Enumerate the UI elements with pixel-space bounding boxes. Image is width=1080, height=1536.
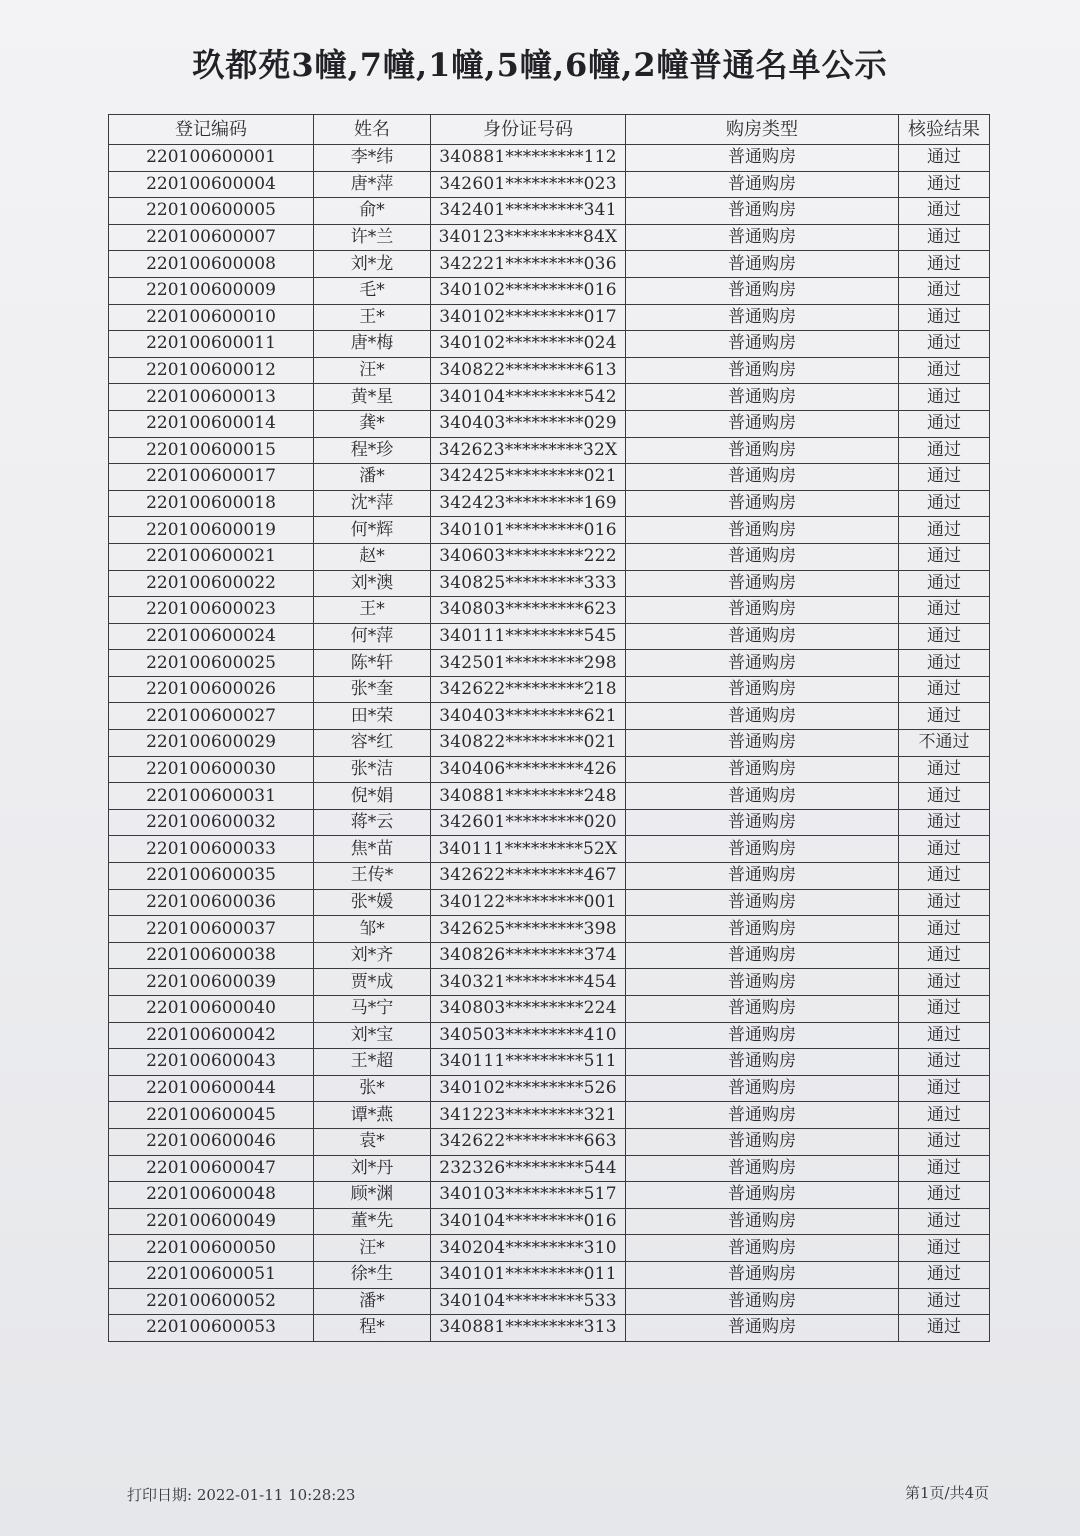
cell-verification-result: 通过 bbox=[899, 1075, 990, 1102]
cell-registration-code: 220100600037 bbox=[109, 916, 314, 943]
cell-name: 王传* bbox=[314, 863, 431, 890]
cell-id-number: 340826*********374 bbox=[431, 942, 626, 969]
cell-verification-result: 通过 bbox=[899, 384, 990, 411]
cell-id-number: 342623*********32X bbox=[431, 437, 626, 464]
cell-name: 刘*宝 bbox=[314, 1022, 431, 1049]
cell-verification-result: 通过 bbox=[899, 1261, 990, 1288]
cell-verification-result: 通过 bbox=[899, 1182, 990, 1209]
cell-registration-code: 220100600039 bbox=[109, 969, 314, 996]
cell-id-number: 340111*********511 bbox=[431, 1049, 626, 1076]
cell-registration-code: 220100600010 bbox=[109, 304, 314, 331]
page-indicator: 第1页/共4页 bbox=[905, 1484, 990, 1502]
cell-name: 何*辉 bbox=[314, 517, 431, 544]
cell-purchase-type: 普通购房 bbox=[626, 1075, 899, 1102]
table-row bbox=[109, 863, 990, 890]
table-row bbox=[109, 836, 990, 863]
cell-id-number: 342601*********023 bbox=[431, 171, 626, 198]
table-row bbox=[109, 224, 990, 251]
table-row bbox=[109, 1261, 990, 1288]
cell-verification-result: 通过 bbox=[899, 224, 990, 251]
cell-purchase-type: 普通购房 bbox=[626, 1022, 899, 1049]
cell-name: 何*萍 bbox=[314, 623, 431, 650]
cell-purchase-type: 普通购房 bbox=[626, 384, 899, 411]
table-row bbox=[109, 597, 990, 624]
cell-id-number: 340102*********526 bbox=[431, 1075, 626, 1102]
cell-id-number: 342423*********169 bbox=[431, 490, 626, 517]
cell-registration-code: 220100600044 bbox=[109, 1075, 314, 1102]
table-row bbox=[109, 410, 990, 437]
cell-purchase-type: 普通购房 bbox=[626, 1182, 899, 1209]
cell-verification-result: 通过 bbox=[899, 916, 990, 943]
cell-id-number: 342501*********298 bbox=[431, 650, 626, 677]
cell-purchase-type: 普通购房 bbox=[626, 357, 899, 384]
cell-purchase-type: 普通购房 bbox=[626, 331, 899, 358]
cell-verification-result: 通过 bbox=[899, 464, 990, 491]
cell-purchase-type: 普通购房 bbox=[626, 1288, 899, 1315]
cell-id-number: 340881*********112 bbox=[431, 145, 626, 172]
cell-name: 倪*娟 bbox=[314, 783, 431, 810]
cell-purchase-type: 普通购房 bbox=[626, 623, 899, 650]
table-row bbox=[109, 1155, 990, 1182]
cell-name: 程*珍 bbox=[314, 437, 431, 464]
table-row bbox=[109, 1049, 990, 1076]
cell-verification-result: 通过 bbox=[899, 783, 990, 810]
cell-id-number: 340825*********333 bbox=[431, 570, 626, 597]
cell-registration-code: 220100600026 bbox=[109, 676, 314, 703]
cell-verification-result: 通过 bbox=[899, 490, 990, 517]
cell-purchase-type: 普通购房 bbox=[626, 410, 899, 437]
table-row bbox=[109, 1075, 990, 1102]
table-row bbox=[109, 304, 990, 331]
cell-name: 袁* bbox=[314, 1128, 431, 1155]
cell-id-number: 340111*********52X bbox=[431, 836, 626, 863]
cell-purchase-type: 普通购房 bbox=[626, 996, 899, 1023]
cell-registration-code: 220100600047 bbox=[109, 1155, 314, 1182]
cell-purchase-type: 普通购房 bbox=[626, 730, 899, 757]
cell-id-number: 340321*********454 bbox=[431, 969, 626, 996]
roster-table bbox=[108, 114, 990, 1342]
cell-name: 徐*生 bbox=[314, 1261, 431, 1288]
cell-id-number: 340503*********410 bbox=[431, 1022, 626, 1049]
cell-id-number: 232326*********544 bbox=[431, 1155, 626, 1182]
header-id-number: 身份证号码 bbox=[431, 115, 626, 145]
cell-id-number: 342625*********398 bbox=[431, 916, 626, 943]
cell-name: 程* bbox=[314, 1315, 431, 1342]
cell-id-number: 342425*********021 bbox=[431, 464, 626, 491]
cell-id-number: 340603*********222 bbox=[431, 543, 626, 570]
cell-registration-code: 220100600038 bbox=[109, 942, 314, 969]
cell-name: 田*荣 bbox=[314, 703, 431, 730]
cell-name: 黄*星 bbox=[314, 384, 431, 411]
cell-registration-code: 220100600030 bbox=[109, 756, 314, 783]
cell-name: 王* bbox=[314, 597, 431, 624]
cell-registration-code: 220100600025 bbox=[109, 650, 314, 677]
table-row bbox=[109, 1208, 990, 1235]
cell-registration-code: 220100600014 bbox=[109, 410, 314, 437]
cell-name: 张*媛 bbox=[314, 889, 431, 916]
print-date: 打印日期: 2022-01-11 10:28:23 bbox=[127, 1486, 356, 1504]
cell-purchase-type: 普通购房 bbox=[626, 251, 899, 278]
cell-id-number: 342622*********218 bbox=[431, 676, 626, 703]
cell-name: 沈*萍 bbox=[314, 490, 431, 517]
cell-name: 汪* bbox=[314, 357, 431, 384]
cell-name: 王* bbox=[314, 304, 431, 331]
cell-id-number: 340102*********024 bbox=[431, 331, 626, 358]
table-row bbox=[109, 809, 990, 836]
cell-name: 谭*燕 bbox=[314, 1102, 431, 1129]
cell-registration-code: 220100600022 bbox=[109, 570, 314, 597]
cell-registration-code: 220100600007 bbox=[109, 224, 314, 251]
cell-name: 马*宁 bbox=[314, 996, 431, 1023]
cell-purchase-type: 普通购房 bbox=[626, 1235, 899, 1262]
table-row bbox=[109, 1102, 990, 1129]
table-row bbox=[109, 437, 990, 464]
cell-verification-result: 通过 bbox=[899, 251, 990, 278]
table-row bbox=[109, 277, 990, 304]
cell-verification-result: 通过 bbox=[899, 357, 990, 384]
cell-name: 刘*澳 bbox=[314, 570, 431, 597]
cell-id-number: 340403*********029 bbox=[431, 410, 626, 437]
cell-id-number: 340101*********016 bbox=[431, 517, 626, 544]
cell-verification-result: 通过 bbox=[899, 756, 990, 783]
cell-verification-result: 通过 bbox=[899, 650, 990, 677]
cell-name: 焦*苗 bbox=[314, 836, 431, 863]
cell-verification-result: 通过 bbox=[899, 277, 990, 304]
cell-registration-code: 220100600009 bbox=[109, 277, 314, 304]
cell-registration-code: 220100600049 bbox=[109, 1208, 314, 1235]
cell-id-number: 342221*********036 bbox=[431, 251, 626, 278]
cell-registration-code: 220100600045 bbox=[109, 1102, 314, 1129]
cell-purchase-type: 普通购房 bbox=[626, 543, 899, 570]
cell-purchase-type: 普通购房 bbox=[626, 304, 899, 331]
table-row bbox=[109, 1128, 990, 1155]
header-row bbox=[109, 115, 990, 145]
table-row bbox=[109, 1315, 990, 1342]
cell-registration-code: 220100600029 bbox=[109, 730, 314, 757]
cell-verification-result: 通过 bbox=[899, 1208, 990, 1235]
cell-registration-code: 220100600052 bbox=[109, 1288, 314, 1315]
cell-verification-result: 通过 bbox=[899, 676, 990, 703]
cell-purchase-type: 普通购房 bbox=[626, 783, 899, 810]
cell-purchase-type: 普通购房 bbox=[626, 145, 899, 172]
cell-purchase-type: 普通购房 bbox=[626, 1102, 899, 1129]
page-title: 玖都苑3幢,7幢,1幢,5幢,6幢,2幢普通名单公示 bbox=[192, 46, 888, 84]
table-row bbox=[109, 198, 990, 225]
table-row bbox=[109, 331, 990, 358]
cell-purchase-type: 普通购房 bbox=[626, 490, 899, 517]
cell-id-number: 340403*********621 bbox=[431, 703, 626, 730]
cell-purchase-type: 普通购房 bbox=[626, 464, 899, 491]
cell-name: 刘*齐 bbox=[314, 942, 431, 969]
cell-verification-result: 通过 bbox=[899, 969, 990, 996]
cell-registration-code: 220100600048 bbox=[109, 1182, 314, 1209]
cell-verification-result: 通过 bbox=[899, 145, 990, 172]
cell-purchase-type: 普通购房 bbox=[626, 969, 899, 996]
cell-registration-code: 220100600050 bbox=[109, 1235, 314, 1262]
cell-name: 毛* bbox=[314, 277, 431, 304]
cell-name: 俞* bbox=[314, 198, 431, 225]
cell-id-number: 342622*********467 bbox=[431, 863, 626, 890]
table-row bbox=[109, 145, 990, 172]
table-row bbox=[109, 543, 990, 570]
table-row bbox=[109, 517, 990, 544]
cell-verification-result: 通过 bbox=[899, 809, 990, 836]
cell-id-number: 340822*********613 bbox=[431, 357, 626, 384]
cell-registration-code: 220100600001 bbox=[109, 145, 314, 172]
table-row bbox=[109, 171, 990, 198]
cell-name: 许*兰 bbox=[314, 224, 431, 251]
cell-verification-result: 通过 bbox=[899, 570, 990, 597]
cell-verification-result: 通过 bbox=[899, 703, 990, 730]
cell-registration-code: 220100600012 bbox=[109, 357, 314, 384]
cell-id-number: 340102*********017 bbox=[431, 304, 626, 331]
cell-id-number: 340881*********313 bbox=[431, 1315, 626, 1342]
cell-verification-result: 通过 bbox=[899, 1102, 990, 1129]
cell-verification-result: 通过 bbox=[899, 1288, 990, 1315]
cell-registration-code: 220100600019 bbox=[109, 517, 314, 544]
table-body bbox=[109, 145, 990, 1342]
table-row bbox=[109, 942, 990, 969]
cell-id-number: 340204*********310 bbox=[431, 1235, 626, 1262]
cell-name: 刘*丹 bbox=[314, 1155, 431, 1182]
cell-verification-result: 通过 bbox=[899, 1235, 990, 1262]
table-row bbox=[109, 570, 990, 597]
cell-id-number: 340123*********84X bbox=[431, 224, 626, 251]
cell-registration-code: 220100600051 bbox=[109, 1261, 314, 1288]
table-row bbox=[109, 1182, 990, 1209]
cell-verification-result: 通过 bbox=[899, 1155, 990, 1182]
cell-purchase-type: 普通购房 bbox=[626, 277, 899, 304]
cell-name: 唐*梅 bbox=[314, 331, 431, 358]
cell-registration-code: 220100600035 bbox=[109, 863, 314, 890]
cell-purchase-type: 普通购房 bbox=[626, 437, 899, 464]
cell-verification-result: 通过 bbox=[899, 171, 990, 198]
header-registration-code: 登记编码 bbox=[109, 115, 314, 145]
cell-id-number: 340803*********224 bbox=[431, 996, 626, 1023]
cell-registration-code: 220100600027 bbox=[109, 703, 314, 730]
cell-name: 容*红 bbox=[314, 730, 431, 757]
table-row bbox=[109, 969, 990, 996]
cell-name: 李*纬 bbox=[314, 145, 431, 172]
cell-purchase-type: 普通购房 bbox=[626, 1315, 899, 1342]
cell-registration-code: 220100600036 bbox=[109, 889, 314, 916]
cell-name: 张* bbox=[314, 1075, 431, 1102]
cell-name: 龚* bbox=[314, 410, 431, 437]
cell-name: 董*先 bbox=[314, 1208, 431, 1235]
cell-name: 邹* bbox=[314, 916, 431, 943]
cell-name: 顾*渊 bbox=[314, 1182, 431, 1209]
table-row bbox=[109, 996, 990, 1023]
cell-verification-result: 通过 bbox=[899, 1049, 990, 1076]
cell-name: 刘*龙 bbox=[314, 251, 431, 278]
cell-registration-code: 220100600033 bbox=[109, 836, 314, 863]
cell-id-number: 340104*********533 bbox=[431, 1288, 626, 1315]
cell-verification-result: 通过 bbox=[899, 331, 990, 358]
cell-verification-result: 通过 bbox=[899, 889, 990, 916]
cell-id-number: 342622*********663 bbox=[431, 1128, 626, 1155]
cell-verification-result: 通过 bbox=[899, 942, 990, 969]
cell-registration-code: 220100600015 bbox=[109, 437, 314, 464]
table-row bbox=[109, 384, 990, 411]
table-row bbox=[109, 650, 990, 677]
cell-purchase-type: 普通购房 bbox=[626, 1155, 899, 1182]
cell-name: 潘* bbox=[314, 1288, 431, 1315]
cell-verification-result: 通过 bbox=[899, 1315, 990, 1342]
cell-verification-result: 通过 bbox=[899, 543, 990, 570]
cell-verification-result: 通过 bbox=[899, 437, 990, 464]
cell-purchase-type: 普通购房 bbox=[626, 836, 899, 863]
table-row bbox=[109, 756, 990, 783]
table-row bbox=[109, 889, 990, 916]
cell-name: 张*奎 bbox=[314, 676, 431, 703]
table-row bbox=[109, 730, 990, 757]
cell-verification-result: 通过 bbox=[899, 623, 990, 650]
cell-registration-code: 220100600023 bbox=[109, 597, 314, 624]
cell-id-number: 340122*********001 bbox=[431, 889, 626, 916]
table-row bbox=[109, 916, 990, 943]
cell-registration-code: 220100600031 bbox=[109, 783, 314, 810]
cell-purchase-type: 普通购房 bbox=[626, 517, 899, 544]
cell-registration-code: 220100600021 bbox=[109, 543, 314, 570]
cell-id-number: 340101*********011 bbox=[431, 1261, 626, 1288]
cell-registration-code: 220100600040 bbox=[109, 996, 314, 1023]
cell-purchase-type: 普通购房 bbox=[626, 756, 899, 783]
cell-id-number: 340111*********545 bbox=[431, 623, 626, 650]
table-row bbox=[109, 703, 990, 730]
cell-purchase-type: 普通购房 bbox=[626, 1208, 899, 1235]
cell-registration-code: 220100600043 bbox=[109, 1049, 314, 1076]
table-row bbox=[109, 490, 990, 517]
cell-id-number: 342401*********341 bbox=[431, 198, 626, 225]
cell-name: 汪* bbox=[314, 1235, 431, 1262]
cell-purchase-type: 普通购房 bbox=[626, 942, 899, 969]
cell-purchase-type: 普通购房 bbox=[626, 1049, 899, 1076]
header-purchase-type: 购房类型 bbox=[626, 115, 899, 145]
cell-verification-result: 通过 bbox=[899, 517, 990, 544]
cell-registration-code: 220100600005 bbox=[109, 198, 314, 225]
cell-registration-code: 220100600046 bbox=[109, 1128, 314, 1155]
cell-name: 赵* bbox=[314, 543, 431, 570]
cell-name: 张*洁 bbox=[314, 756, 431, 783]
cell-name: 潘* bbox=[314, 464, 431, 491]
cell-id-number: 341223*********321 bbox=[431, 1102, 626, 1129]
cell-registration-code: 220100600018 bbox=[109, 490, 314, 517]
cell-purchase-type: 普通购房 bbox=[626, 650, 899, 677]
cell-registration-code: 220100600008 bbox=[109, 251, 314, 278]
cell-purchase-type: 普通购房 bbox=[626, 676, 899, 703]
cell-registration-code: 220100600017 bbox=[109, 464, 314, 491]
cell-purchase-type: 普通购房 bbox=[626, 863, 899, 890]
cell-id-number: 340104*********016 bbox=[431, 1208, 626, 1235]
cell-verification-result: 通过 bbox=[899, 410, 990, 437]
cell-registration-code: 220100600042 bbox=[109, 1022, 314, 1049]
cell-verification-result: 通过 bbox=[899, 304, 990, 331]
cell-purchase-type: 普通购房 bbox=[626, 1261, 899, 1288]
table-row bbox=[109, 464, 990, 491]
cell-registration-code: 220100600013 bbox=[109, 384, 314, 411]
cell-name: 王*超 bbox=[314, 1049, 431, 1076]
cell-purchase-type: 普通购房 bbox=[626, 570, 899, 597]
table-row bbox=[109, 676, 990, 703]
cell-verification-result: 通过 bbox=[899, 836, 990, 863]
header-verification-result: 核验结果 bbox=[899, 115, 990, 145]
cell-id-number: 340881*********248 bbox=[431, 783, 626, 810]
cell-verification-result: 通过 bbox=[899, 1128, 990, 1155]
cell-verification-result: 通过 bbox=[899, 996, 990, 1023]
cell-purchase-type: 普通购房 bbox=[626, 224, 899, 251]
table-row bbox=[109, 1235, 990, 1262]
cell-name: 贾*成 bbox=[314, 969, 431, 996]
cell-purchase-type: 普通购房 bbox=[626, 597, 899, 624]
table-row bbox=[109, 357, 990, 384]
table-header bbox=[109, 115, 990, 145]
cell-id-number: 340102*********016 bbox=[431, 277, 626, 304]
cell-id-number: 340803*********623 bbox=[431, 597, 626, 624]
cell-id-number: 340822*********021 bbox=[431, 730, 626, 757]
cell-verification-result: 通过 bbox=[899, 597, 990, 624]
cell-purchase-type: 普通购房 bbox=[626, 916, 899, 943]
cell-purchase-type: 普通购房 bbox=[626, 198, 899, 225]
cell-purchase-type: 普通购房 bbox=[626, 171, 899, 198]
table-row bbox=[109, 783, 990, 810]
cell-name: 蒋*云 bbox=[314, 809, 431, 836]
table-row bbox=[109, 251, 990, 278]
cell-name: 唐*萍 bbox=[314, 171, 431, 198]
cell-verification-result: 通过 bbox=[899, 1022, 990, 1049]
cell-id-number: 340406*********426 bbox=[431, 756, 626, 783]
cell-verification-result: 通过 bbox=[899, 863, 990, 890]
cell-purchase-type: 普通购房 bbox=[626, 703, 899, 730]
header-name: 姓名 bbox=[314, 115, 431, 145]
table-row bbox=[109, 1288, 990, 1315]
cell-name: 陈*轩 bbox=[314, 650, 431, 677]
cell-id-number: 342601*********020 bbox=[431, 809, 626, 836]
cell-id-number: 340103*********517 bbox=[431, 1182, 626, 1209]
cell-registration-code: 220100600004 bbox=[109, 171, 314, 198]
cell-id-number: 340104*********542 bbox=[431, 384, 626, 411]
cell-purchase-type: 普通购房 bbox=[626, 1128, 899, 1155]
cell-registration-code: 220100600011 bbox=[109, 331, 314, 358]
cell-verification-result: 不通过 bbox=[899, 730, 990, 757]
cell-purchase-type: 普通购房 bbox=[626, 809, 899, 836]
cell-verification-result: 通过 bbox=[899, 198, 990, 225]
table-row bbox=[109, 623, 990, 650]
cell-registration-code: 220100600053 bbox=[109, 1315, 314, 1342]
cell-registration-code: 220100600032 bbox=[109, 809, 314, 836]
table-row bbox=[109, 1022, 990, 1049]
cell-purchase-type: 普通购房 bbox=[626, 889, 899, 916]
cell-registration-code: 220100600024 bbox=[109, 623, 314, 650]
